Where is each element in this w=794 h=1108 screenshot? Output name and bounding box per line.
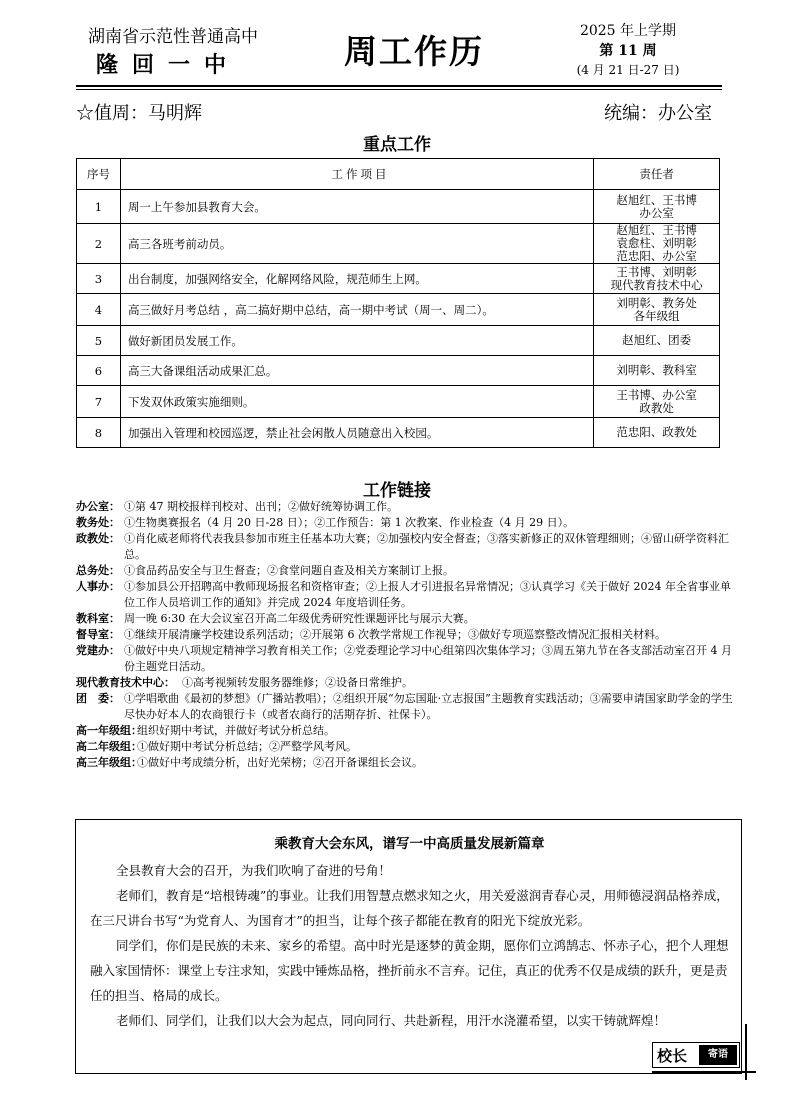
responsible-line: 办公室	[639, 205, 674, 220]
table-row	[77, 386, 720, 418]
work-link-text: ①学唱歌曲《最初的梦想》（广播站教唱）；②组织开展“勿忘国耻·立志报国”主题教育实践活动；③需要申请国家助学金的学生尽快办好本人的农商银行卡（或者农商行的活期存折、社保卡）。	[124, 692, 733, 721]
responsible-line: 各年级组	[633, 308, 680, 323]
work-link-item	[76, 563, 736, 579]
row-number: 5	[77, 326, 121, 356]
work-link-item	[76, 611, 736, 627]
responsible-line: 范忠阳、政教处	[616, 425, 697, 439]
signature-main: 校长	[657, 1047, 688, 1065]
table-row	[77, 294, 720, 326]
table-row	[77, 264, 720, 294]
work-link-dept: 教科室：	[76, 612, 120, 625]
work-link-text: 组织好期中考试，并做好考试分析总结。	[137, 724, 335, 737]
row-number: 7	[77, 386, 121, 418]
work-link-dept: 人事办：	[76, 580, 120, 593]
responsible-line: 赵旭红、王书博	[616, 192, 697, 207]
work-link-item	[76, 691, 736, 723]
row-number: 2	[77, 224, 121, 264]
essay-title: 乘教育大会东风，谱写一中高质量发展新篇章	[274, 836, 545, 852]
principal-signature	[652, 1042, 740, 1068]
work-link-text: ①肖化威老师将代表我县参加市班主任基本功大赛；②加强校内安全督查；③落实新修正的双休管理细则；④留山研学资料汇总。	[124, 532, 729, 561]
row-responsible	[594, 386, 720, 418]
work-link-text: ①做好中央八项规定精神学习教育相关工作；②党委理论学习中心组第四次集体学习；③周五第九节在各支部活动室召开 4 月份主题党日活动。	[124, 644, 732, 673]
responsible-line: 赵旭红、王书博	[616, 223, 697, 237]
work-link-text: ①第 47 期校报样刊校对、出刊；②做好统筹协调工作。	[124, 500, 398, 513]
essay-paragraph: 老师们，教育是“培根铸魂”的事业。让我们用智慧点燃求知之火，用关爱滋润青春心灵，用师德浸润品格养成，在三尺讲台书写“为党育人、为国育才”的担当，让每个孩子都能在教育的阳光下绽放光彩。	[90, 888, 729, 928]
work-link-item	[76, 499, 736, 515]
work-link-item	[76, 515, 736, 531]
responsible-line: 刘明彰、教科室	[616, 363, 697, 377]
work-links-list	[76, 499, 736, 771]
row-responsible	[594, 356, 720, 386]
essay-body	[90, 858, 730, 1033]
work-link-dept: 督导室：	[76, 628, 120, 641]
work-link-item	[76, 723, 736, 739]
row-responsible	[594, 326, 720, 356]
work-link-text: ①继续开展清廉学校建设系列活动；②开展第 6 次教学常规工作视导；③做好专项巡察整改情况汇报相关材料。	[124, 628, 666, 641]
work-link-dept: 高三年级组：	[76, 756, 142, 769]
row-number: 4	[77, 294, 121, 326]
responsible-line: 赵旭红、团委	[622, 333, 692, 347]
table-row	[77, 190, 720, 224]
table-row	[77, 224, 720, 264]
work-link-item	[76, 643, 736, 675]
table-row	[77, 356, 720, 386]
row-item: 周一上午参加县教育大会。	[120, 190, 593, 224]
responsible-line: 王书博、刘明彰	[616, 264, 697, 279]
school-district-label: 湖南省示范性普通高中	[88, 27, 258, 47]
work-link-item	[76, 675, 736, 691]
table-header-row	[77, 159, 720, 190]
work-link-item	[76, 739, 736, 755]
signature-rule-horizontal	[652, 1071, 756, 1073]
essay-paragraph: 同学们，你们是民族的未来、家乡的希望。高中时光是逐梦的黄金期，愿你们立鸿鹄志、怀赤子心，把个人理想融入家国情怀：课堂上专注求知，实践中锤炼品格，挫折前永不言弃。记住，真正的优秀不仅是成绩的跃升，更是责任的担当、格局的成长。	[90, 938, 729, 1003]
table-row	[77, 418, 720, 448]
work-link-text: ①做好中考成绩分析，出好光荣榜；②召开备课组长会议。	[137, 756, 423, 769]
table-row	[77, 326, 720, 356]
responsible-line: 刘明彰、教务处	[616, 295, 697, 310]
responsible-line: 现代教育技术中心	[610, 277, 703, 292]
principal-message-box	[75, 819, 742, 1074]
responsible-line: 范忠阳、办公室	[616, 249, 697, 263]
work-link-dept: 教务处：	[76, 516, 120, 529]
row-responsible	[594, 264, 720, 294]
row-item: 高三做好月考总结 ，高二搞好期中总结，高一期中考试（周一、周二）。	[120, 294, 593, 326]
work-link-dept: 高一年级组：	[76, 724, 142, 737]
responsible-line: 王书博、办公室	[616, 387, 697, 402]
row-number: 1	[77, 190, 121, 224]
work-link-dept: 高二年级组：	[76, 740, 142, 753]
row-responsible	[594, 418, 720, 448]
date-range: (4 月 21 日-27 日)	[576, 63, 680, 77]
key-work-table	[76, 158, 720, 448]
work-link-item	[76, 627, 736, 643]
duty-person: ☆值周：马明辉	[76, 103, 202, 124]
work-link-text: ①高考视频转发服务器维修；②设备日常维护。	[182, 676, 413, 689]
page-title: 周工作历	[344, 32, 484, 71]
row-item: 下发双休政策实施细则。	[120, 386, 593, 418]
row-item: 高三大备课组活动成果汇总。	[120, 356, 593, 386]
work-link-text: ①参加县公开招聘高中教师现场报名和资格审查；②上报人才引进报名异常情况；③认真学习《关于做好 2024 年全省事业单位工作人员培训工作的通知》并完成 2024 年度培训任务。	[124, 580, 731, 609]
row-responsible	[594, 294, 720, 326]
responsible-line: 政教处	[639, 400, 674, 415]
row-item: 加强出入管理和校园巡逻，禁止社会闲散人员随意出入校园。	[120, 418, 593, 448]
compiler-label: 统编：办公室	[604, 103, 712, 124]
work-link-item	[76, 755, 736, 771]
work-link-dept: 现代教育技术中心：	[76, 676, 175, 689]
work-link-text: ①食品药品安全与卫生督查；②食堂问题自查及相关方案制订上报。	[124, 564, 454, 577]
essay-paragraph: 全县教育大会的召开，为我们吹响了奋进的号角！	[116, 863, 392, 878]
work-link-item	[76, 579, 736, 611]
key-work-heading: 重点工作	[363, 135, 431, 155]
work-link-dept: 办公室：	[76, 500, 120, 513]
col-header-resp: 责任者	[594, 159, 720, 190]
term-label: 2025 年上学期	[579, 23, 677, 39]
row-responsible	[594, 190, 720, 224]
work-link-dept: 党建办：	[76, 644, 120, 657]
school-name: 隆回一中	[96, 52, 241, 78]
row-number: 3	[77, 264, 121, 294]
col-header-no: 序号	[77, 159, 121, 190]
col-header-item: 工作项目	[120, 159, 593, 190]
row-number: 8	[77, 418, 121, 448]
work-link-dept: 团 委：	[76, 692, 120, 705]
work-link-text: ①生物奥赛报名（4 月 20 日-28 日）；②工作预告：第 1 次教案、作业检查（4 月 29 日）。	[124, 516, 575, 529]
row-item: 出台制度，加强网络安全，化解网络风险，规范师生上网。	[120, 264, 593, 294]
row-responsible	[594, 224, 720, 264]
header-rule-thin	[76, 89, 722, 90]
work-link-text: 周一晚 6:30 在大会议室召开高二年级优秀研究性课题评比与展示大赛。	[124, 612, 475, 625]
header-rule-thick	[76, 85, 722, 87]
row-item: 高三各班考前动员。	[120, 224, 593, 264]
work-link-item	[76, 531, 736, 563]
work-links-heading: 工作链接	[363, 481, 431, 501]
essay-paragraph: 老师们、同学们，让我们以大会为起点，同向同行、共赴新程，用汗水浇灌希望，以实干铸就辉煌！	[116, 1013, 667, 1028]
signature-tag: 寄语	[699, 1045, 737, 1065]
row-number: 6	[77, 356, 121, 386]
row-item: 做好新团员发展工作。	[120, 326, 593, 356]
work-link-dept: 总务处：	[76, 564, 120, 577]
week-label: 第 11 周	[599, 43, 657, 59]
work-link-text: ①做好期中考试分析总结；②严整学风考风。	[137, 740, 357, 753]
work-link-dept: 政教处：	[76, 532, 120, 545]
responsible-line: 袁愈柱、刘明彰	[616, 236, 697, 250]
